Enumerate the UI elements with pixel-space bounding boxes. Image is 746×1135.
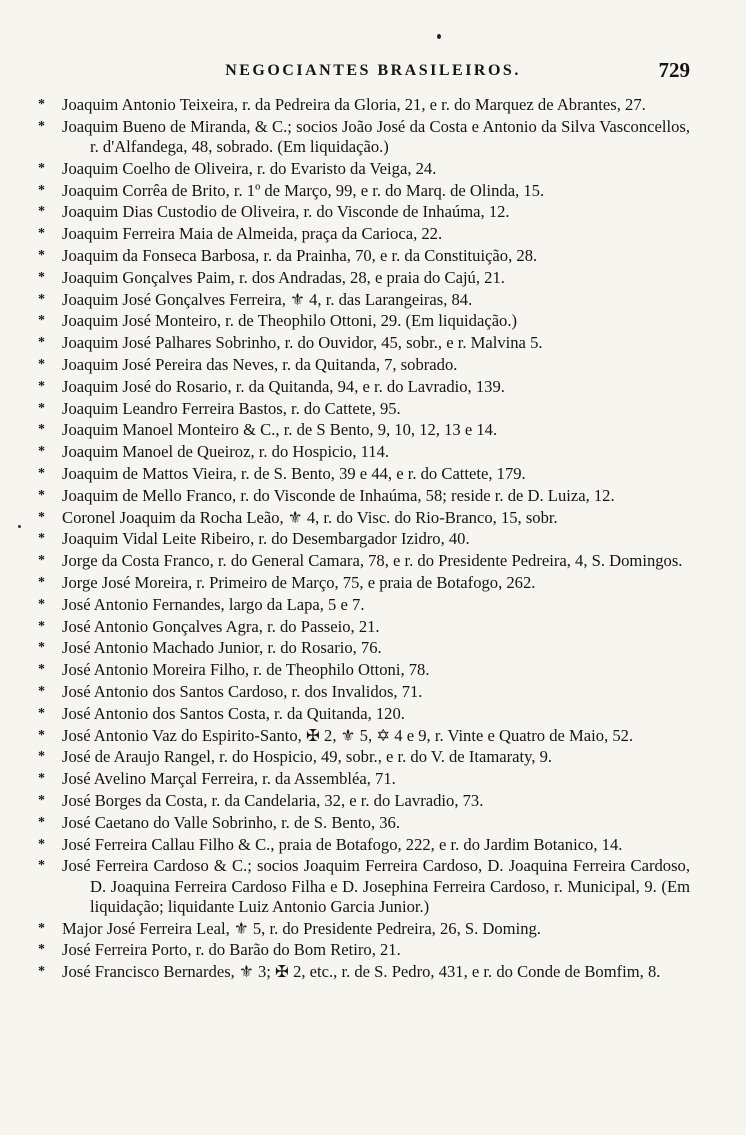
asterisk-marker: *	[38, 509, 45, 525]
entry-text: Joaquim José Monteiro, r. de Theophilo Ottoni, 29. (Em liquidação.)	[62, 311, 518, 331]
directory-entry	[0, 355, 690, 375]
asterisk-marker: *	[38, 531, 45, 547]
asterisk-marker: *	[38, 400, 45, 416]
asterisk-marker: *	[38, 553, 45, 569]
directory-list	[0, 95, 746, 984]
asterisk-marker: *	[38, 465, 45, 481]
asterisk-marker: *	[38, 596, 45, 612]
directory-entry	[0, 704, 690, 724]
entry-text: Joaquim de Mello Franco, r. do Visconde de Inhaúma, 58; reside r. de D. Luiza, 12.	[62, 485, 615, 505]
asterisk-marker: *	[38, 942, 45, 958]
entry-text: Coronel Joaquim da Rocha Leão, ⚜ 4, r. do Visc. do Rio-Branco, 15, sobr.	[62, 507, 558, 527]
asterisk-marker: *	[38, 964, 45, 980]
entry-text: Joaquim José Gonçalves Ferreira, ⚜ 4, r. das Larangeiras, 84.	[62, 289, 473, 309]
entry-text: Joaquim da Fonseca Barbosa, r. da Prainha, 70, e r. da Constituição, 28.	[62, 245, 538, 265]
directory-entry	[0, 181, 690, 201]
entry-text: José de Araujo Rangel, r. do Hospicio, 49, sobr., e r. do V. de Itamaraty, 9.	[62, 747, 553, 767]
entry-text: Joaquim José Palhares Sobrinho, r. do Ouvidor, 45, sobr., e r. Malvina 5.	[62, 333, 543, 353]
directory-entry	[0, 747, 690, 767]
entry-text: Jorge da Costa Franco, r. do General Camara, 78, e r. do Presidente Pedreira, 4, S. Domingos.	[62, 551, 683, 571]
entry-text: Joaquim Manoel Monteiro & C., r. de S Bento, 9, 10, 12, 13 e 14.	[62, 420, 498, 440]
asterisk-marker: *	[38, 160, 45, 176]
directory-entry	[0, 95, 690, 115]
asterisk-marker: *	[38, 182, 45, 198]
entry-text: Joaquim Gonçalves Paim, r. dos Andradas, 28, e praia do Cajú, 21.	[62, 267, 505, 287]
asterisk-marker: *	[38, 814, 45, 830]
asterisk-marker: *	[38, 487, 45, 503]
directory-entry	[0, 442, 690, 462]
directory-entry	[0, 464, 690, 484]
directory-entry	[0, 856, 690, 917]
asterisk-marker: *	[38, 640, 45, 656]
entry-text: Joaquim Leandro Ferreira Bastos, r. do Cattete, 95.	[62, 398, 401, 418]
directory-entry	[0, 268, 690, 288]
entry-text: Joaquim Bueno de Miranda, & C.; socios João José da Costa e Antonio da Silva Vasconcellos, r. d'Alfandega, 48, sobrado. (Em liquidação.)	[62, 116, 690, 156]
printer-mark	[437, 34, 441, 39]
directory-entry	[0, 791, 690, 811]
directory-entry	[0, 290, 690, 310]
asterisk-marker: *	[38, 204, 45, 220]
entry-text: José Antonio Machado Junior, r. do Rosario, 76.	[62, 638, 382, 658]
page-number: 729	[658, 58, 690, 82]
entry-text: José Antonio Fernandes, largo da Lapa, 5 e 7.	[62, 594, 365, 614]
entry-text: Joaquim José do Rosario, r. da Quitanda, 94, e r. do Lavradio, 139.	[62, 376, 505, 396]
directory-entry	[0, 117, 690, 157]
running-header	[0, 58, 746, 88]
asterisk-marker: *	[38, 356, 45, 372]
entry-text: José Antonio Moreira Filho, r. de Theophilo Ottoni, 78.	[62, 660, 430, 680]
directory-entry	[0, 726, 690, 746]
asterisk-marker: *	[38, 291, 45, 307]
entry-text: José Antonio dos Santos Cardoso, r. dos Invalidos, 71.	[62, 681, 423, 701]
asterisk-marker: *	[38, 792, 45, 808]
asterisk-marker: *	[38, 269, 45, 285]
asterisk-marker: *	[38, 97, 45, 112]
asterisk-marker: *	[38, 727, 45, 743]
entry-text: Joaquim Dias Custodio de Oliveira, r. do Visconde de Inhaúma, 12.	[62, 202, 510, 222]
directory-entry	[0, 835, 690, 855]
asterisk-marker: *	[38, 705, 45, 721]
directory-entry	[0, 919, 690, 939]
entry-text: Joaquim Antonio Teixeira, r. da Pedreira da Gloria, 21, e r. do Marquez de Abrantes, 27.	[62, 95, 646, 114]
directory-entry	[0, 573, 690, 593]
directory-entry	[0, 246, 690, 266]
entry-text: Joaquim Corrêa de Brito, r. 1º de Março, 99, e r. do Marq. de Olinda, 15.	[62, 180, 545, 200]
page-title: NEGOCIANTES BRASILEIROS.	[225, 62, 521, 79]
asterisk-marker: *	[38, 226, 45, 242]
directory-entry	[0, 617, 690, 637]
asterisk-marker: *	[38, 683, 45, 699]
directory-entry	[0, 595, 690, 615]
entry-text: José Avelino Marçal Ferreira, r. da Assembléa, 71.	[62, 769, 396, 789]
entry-text: José Ferreira Porto, r. do Barão do Bom Retiro, 21.	[62, 940, 401, 960]
asterisk-marker: *	[38, 378, 45, 394]
entry-text: José Ferreira Cardoso & C.; socios Joaquim Ferreira Cardoso, D. Joaquina Ferreira Cardoso, D. Joaquina Ferreira Cardoso Filha e D. Josephina Ferreira Cardoso, r. Municipal, 9. (Em liquidação; liquidante Luiz Antonio Garcia Junior.)	[62, 856, 690, 916]
directory-entry	[0, 420, 690, 440]
asterisk-marker: *	[38, 335, 45, 351]
entry-text: José Antonio Gonçalves Agra, r. do Passeio, 21.	[62, 616, 380, 636]
asterisk-marker: *	[38, 920, 45, 936]
entry-text: Joaquim Vidal Leite Ribeiro, r. do Desembargador Izidro, 40.	[62, 529, 470, 549]
entry-text: José Borges da Costa, r. da Candelaria, 32, e r. do Lavradio, 73.	[62, 790, 484, 810]
directory-entry	[0, 486, 690, 506]
directory-entry	[0, 311, 690, 331]
entry-text: Joaquim Manoel de Queiroz, r. do Hospicio, 114.	[62, 442, 390, 462]
entry-text: José Ferreira Callau Filho & C., praia de Botafogo, 222, e r. do Jardim Botanico, 14.	[62, 834, 623, 854]
asterisk-marker: *	[38, 662, 45, 678]
entry-text: José Caetano do Valle Sobrinho, r. de S. Bento, 36.	[62, 812, 400, 832]
asterisk-marker: *	[38, 858, 45, 874]
directory-entry	[0, 682, 690, 702]
entry-text: José Antonio Vaz do Espirito-Santo, ✠ 2, ⚜ 5, ✡ 4 e 9, r. Vinte e Quatro de Maio, 52.	[62, 725, 634, 745]
directory-entry	[0, 377, 690, 397]
asterisk-marker: *	[38, 771, 45, 787]
entry-text: Jorge José Moreira, r. Primeiro de Março, 75, e praia de Botafogo, 262.	[62, 572, 536, 592]
entry-text: Major José Ferreira Leal, ⚜ 5, r. do Presidente Pedreira, 26, S. Doming.	[62, 918, 541, 938]
asterisk-marker: *	[38, 618, 45, 634]
directory-entry	[0, 638, 690, 658]
directory-entry	[0, 508, 690, 528]
directory-entry	[0, 399, 690, 419]
asterisk-marker: *	[38, 247, 45, 263]
entry-text: Joaquim Coelho de Oliveira, r. do Evaristo da Veiga, 24.	[62, 158, 437, 178]
asterisk-marker: *	[38, 836, 45, 852]
asterisk-marker: *	[38, 422, 45, 438]
entry-text: Joaquim José Pereira das Neves, r. da Quitanda, 7, sobrado.	[62, 354, 458, 374]
directory-entry	[0, 813, 690, 833]
entry-text: Joaquim de Mattos Vieira, r. de S. Bento, 39 e 44, e r. do Cattete, 179.	[62, 463, 526, 483]
asterisk-marker: *	[38, 749, 45, 765]
entry-text: Joaquim Ferreira Maia de Almeida, praça da Carioca, 22.	[62, 224, 443, 244]
entry-text: José Antonio dos Santos Costa, r. da Quitanda, 120.	[62, 703, 405, 723]
directory-entry	[0, 224, 690, 244]
asterisk-marker: *	[38, 118, 45, 134]
directory-entry	[0, 202, 690, 222]
directory-entry	[0, 551, 690, 571]
entry-text: José Francisco Bernardes, ⚜ 3; ✠ 2, etc., r. de S. Pedro, 431, e r. do Conde de Bomfim, 8.	[62, 962, 661, 982]
directory-entry	[0, 660, 690, 680]
directory-entry	[0, 333, 690, 353]
directory-entry	[0, 940, 690, 960]
directory-entry	[0, 769, 690, 789]
directory-entry	[0, 159, 690, 179]
asterisk-marker: *	[38, 313, 45, 329]
asterisk-marker: *	[38, 444, 45, 460]
directory-entry	[0, 962, 690, 982]
asterisk-marker: *	[38, 574, 45, 590]
directory-entry	[0, 529, 690, 549]
